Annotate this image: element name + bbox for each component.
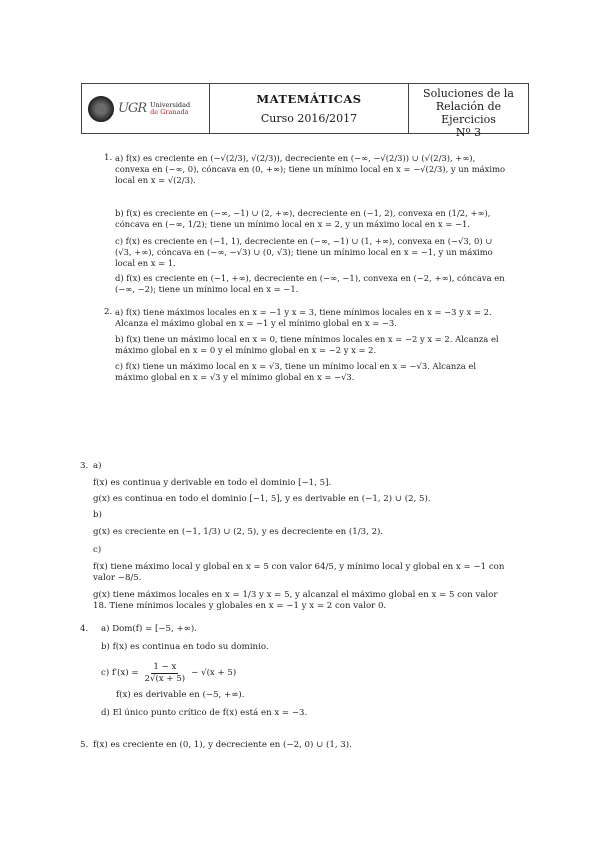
q3-c2-text: g(x) tiene máximos locales en x = 1/3 y x = 5, y alcanzal el máximo global en x = 5 con valor 18. Tiene mínimos locales y globales en x = −1 y x = 2 con valor 0.: [93, 590, 498, 611]
q4c-label: c) f′(x) =: [101, 668, 139, 678]
q2b-text: b) f(x) tiene un máximo local en x = 0, tiene mínimos locales en x = −2 y x = 2. Alcanza el máximo global en x = 0 y el mínimo global en x = −2 y x = 2.: [115, 334, 499, 355]
q4c-formula: [101, 662, 236, 685]
q2-number: 2.: [104, 307, 113, 317]
header-subject: [210, 84, 409, 133]
q1d-text: d) f(x) es creciente en (−1, +∞), decreciente en (−∞, −1), convexa en (−2, +∞), cóncava en (−∞, −2); tiene un mínimo local en x = −1.: [115, 273, 505, 294]
q3-part-c: c): [93, 545, 102, 555]
q3-a2-text: g(x) es continua en todo el dominio [−1, 5], y es derivable en (−1, 2) ∪ (2, 5).: [93, 494, 431, 504]
university-logo: [82, 84, 210, 133]
q3-number: 3.: [80, 461, 89, 471]
course-year: Curso 2016/2017: [260, 112, 358, 125]
q5-number: 5.: [80, 740, 89, 750]
university-seal-icon: [88, 96, 114, 122]
q4-number: 4.: [80, 624, 89, 634]
q4c-numerator: 1 − x: [153, 662, 177, 672]
q4c-tail: − √(x + 5): [191, 668, 237, 678]
q5-text: f(x) es creciente en (0, 1), y decreciente en (−2, 0) ∪ (1, 3).: [93, 740, 352, 750]
q4a-text: a) Dom(f) = [−5, +∞).: [101, 624, 197, 634]
q1-number: 1.: [104, 153, 113, 163]
q4b-text: b) f(x) es continua en todo su dominio.: [101, 642, 269, 652]
q3-part-b: b): [93, 510, 102, 520]
header-box: [81, 83, 529, 139]
q1b-text: b) f(x) es creciente en (−∞, −1) ∪ (2, +∞), decreciente en (−1, 2), convexa en (1/2, +∞), cóncava en (−∞, 1/2); tiene un mínimo local en x = 2, y un máximo local en x = −1.: [115, 208, 491, 229]
q3-c1-text: f(x) tiene máximo local y global en x = 5 con valor 64/5, y mínimo local y global en x = −1 con valor −8/5.: [93, 562, 505, 583]
q4c-fraction: [143, 662, 188, 685]
q4c-denominator: 2√(x + 5): [144, 674, 186, 684]
q3-part-a: a): [93, 461, 102, 471]
q4d-text: d) El único punto crítico de f(x) está en x = −3.: [101, 708, 308, 718]
subject-title: MATEMÁTICAS: [256, 92, 362, 106]
ugr-logo-text: UGR: [118, 101, 147, 116]
q1c-text: c) f(x) es creciente en (−1, 1), decreciente en (−∞, −1) ∪ (1, +∞), convexa en (−√3, 0) ∪ (√3, +∞), cóncava en (−∞, −√3) ∪ (0, √3); tiene un mínimo local en x = −1, y un máximo local en x = 1.: [115, 236, 493, 268]
q3-b1-text: g(x) es creciente en (−1, 1/3) ∪ (2, 5), y es decreciente en (1/3, 2).: [93, 527, 384, 537]
q4c2-text: f(x) es derivable en (−5, +∞).: [116, 690, 245, 700]
exercise-number: Nº 3: [455, 126, 482, 139]
university-name: [150, 102, 190, 116]
q1a-text: a) f(x) es creciente en (−√(2/3), √(2/3)), decreciente en (−∞, −√(2/3)) ∪ (√(2/3), +∞), convexa en (−∞, 0), cóncava en (0, +∞); tiene un mínimo local en x = −√(2/3), y un máximo local en x = √(2/3).: [115, 153, 506, 185]
header-solutions: [409, 84, 528, 139]
q3-a1-text: f(x) es continua y derivable en todo el dominio [−1, 5].: [93, 478, 332, 488]
q2a-text: a) f(x) tiene máximos locales en x = −1 y x = 3, tiene mínimos locales en x = −3 y x = 2. Alcanza el máximo global en x = −1 y el mínimo global en x = −3.: [115, 307, 492, 328]
q2c-text: c) f(x) tiene un máximo local en x = √3, tiene un mínimo local en x = −√3. Alcanza el máximo global en x = √3 y el mínimo global en x = −√3.: [115, 361, 477, 382]
university-line1: Universidad: [150, 100, 191, 109]
solutions-line1: Soluciones de la: [423, 87, 514, 100]
university-line2: de Granada: [150, 107, 189, 116]
solutions-line2: Relación de Ejercicios: [435, 100, 502, 126]
